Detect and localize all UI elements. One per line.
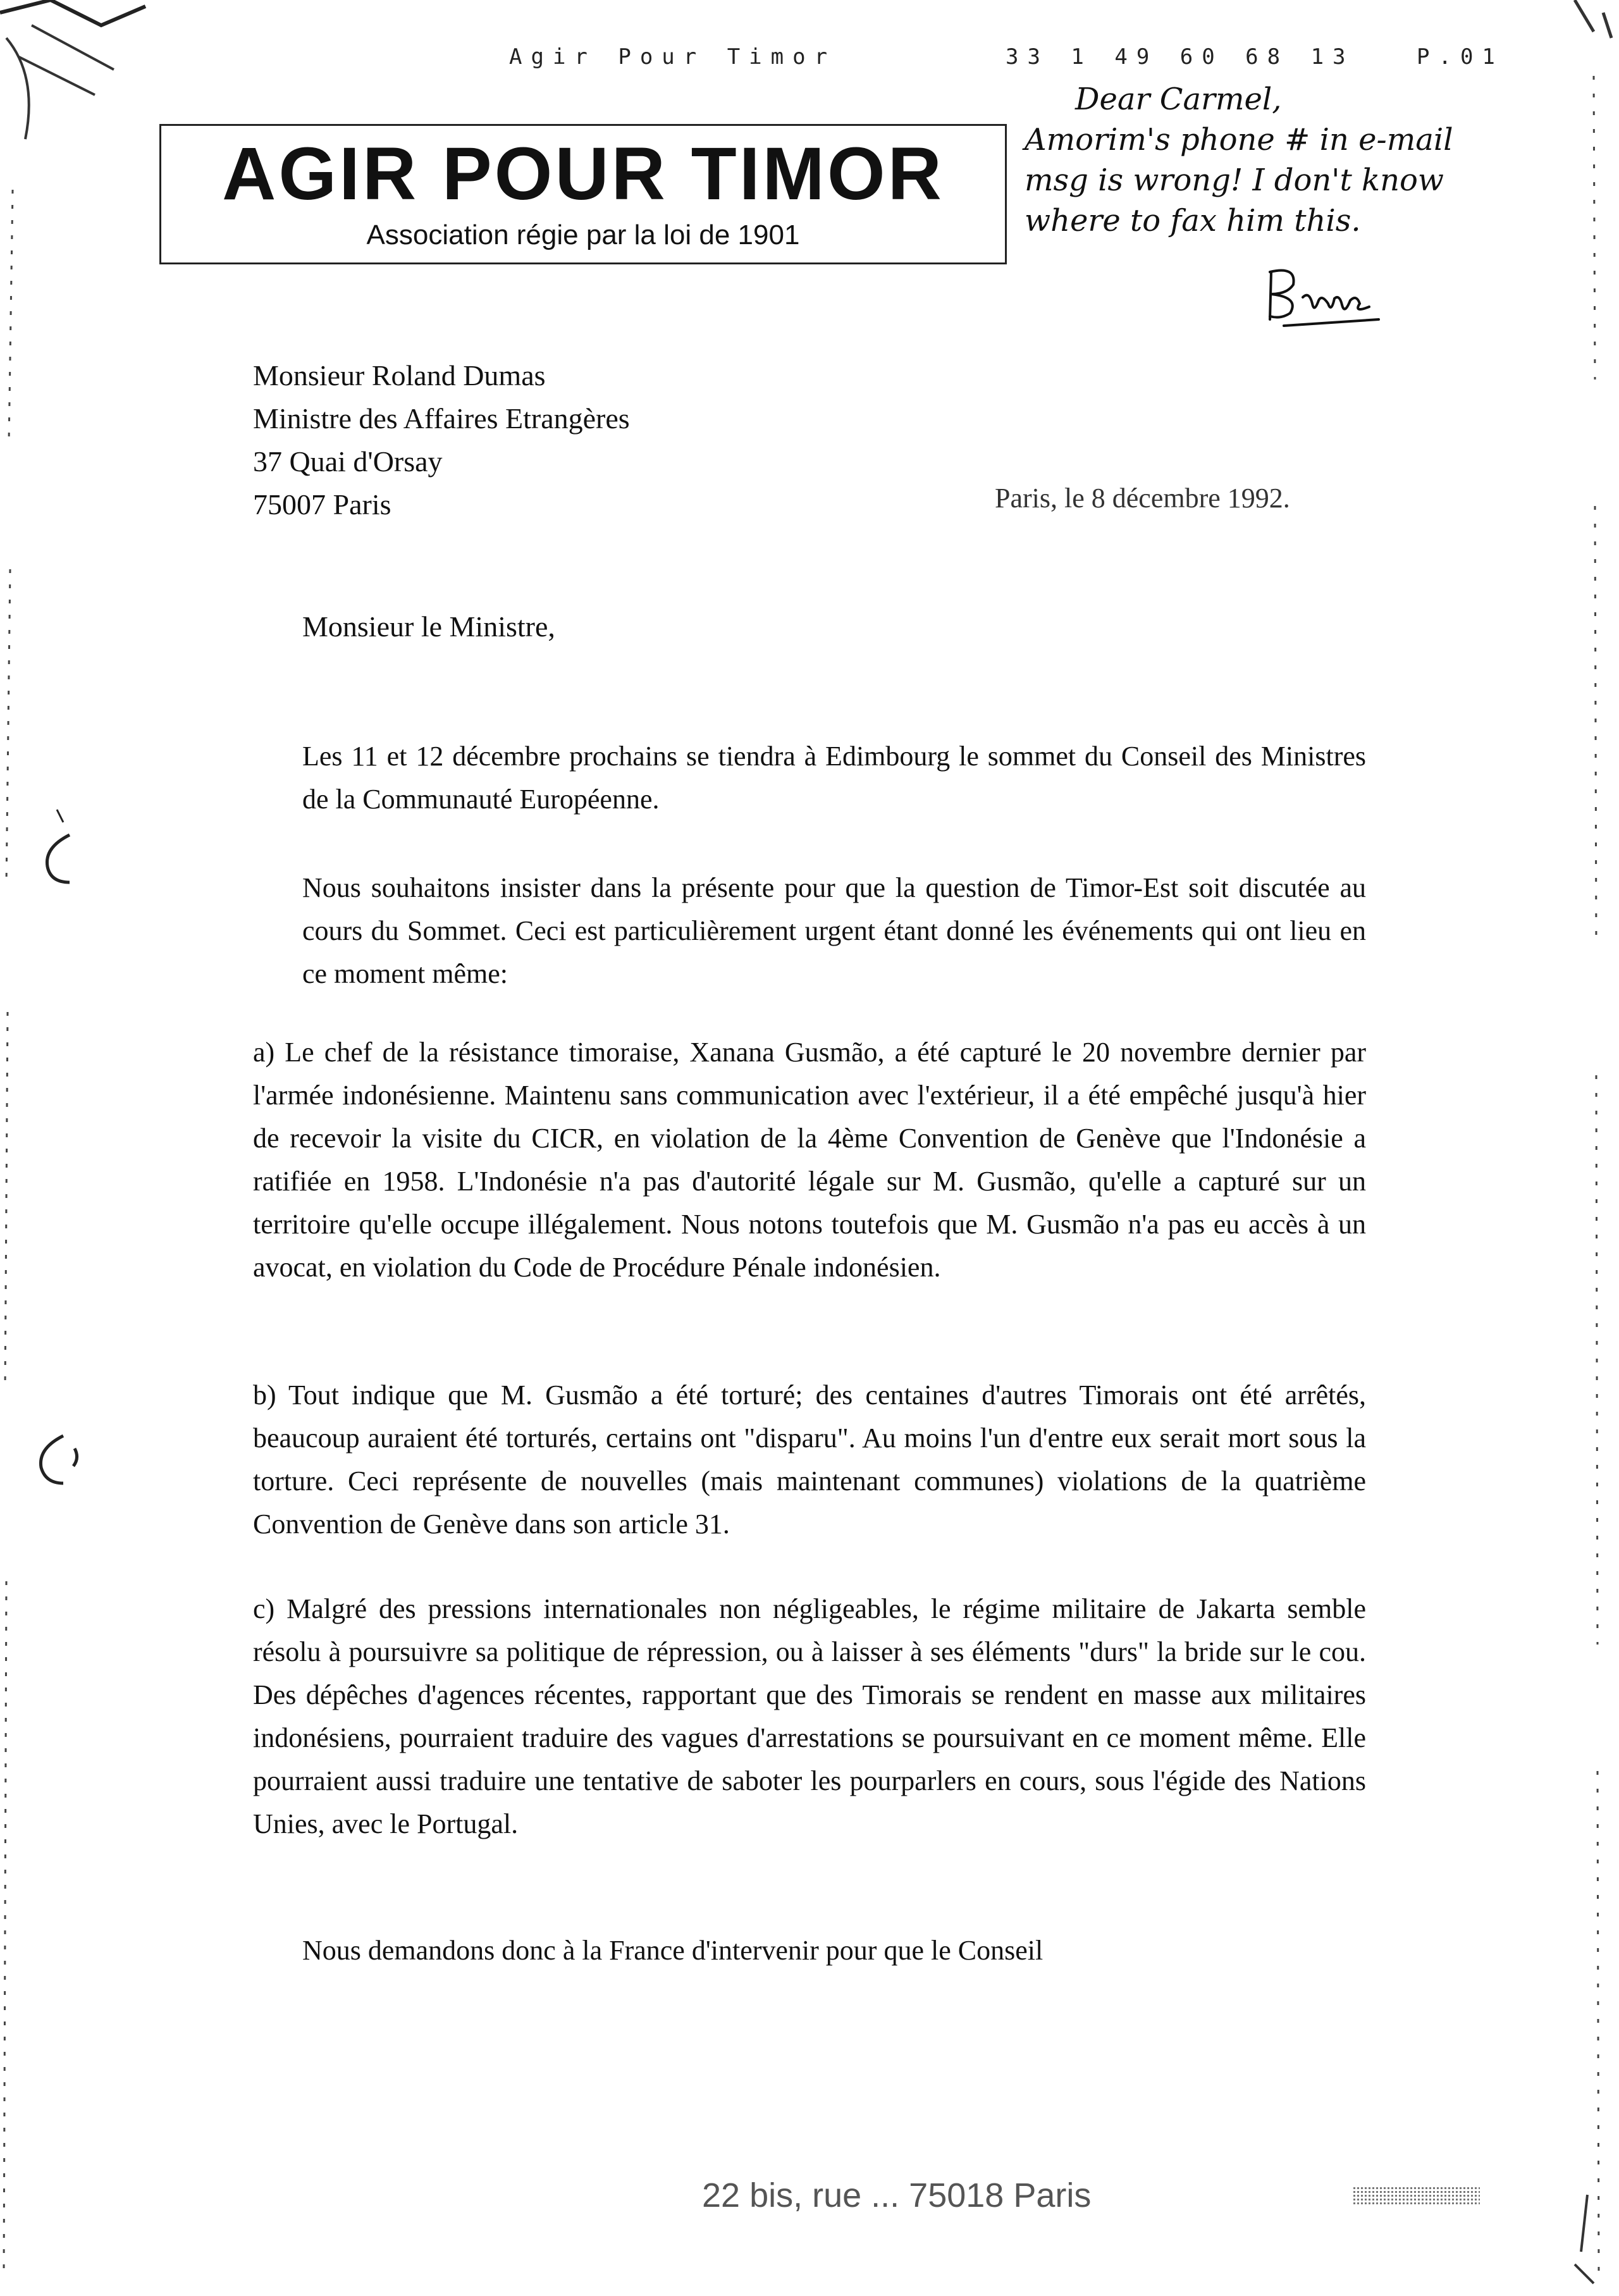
- paragraph-point-c: c) Malgré des pressions internationales non négligeables, le régime militaire de Jakarta semble résolu à poursuivre sa politique de répression, ou à laisser à ses éléments "durs" la bride sur le cou. Des dépêches d'agences récentes, rapportant que des Timorais se rendent en masse aux militaires indonésiens, pourraient traduire des vagues d'arrestations se poursuivant en ce moment même. Elle pourraient aussi traduire une tentative de saboter les pourparlers en cours, sous l'égide des Nations Unies, avec le Portugal.: [253, 1593, 1366, 1839]
- paragraph-point-a: a) Le chef de la résistance timoraise, Xanana Gusmão, a été capturé le 20 novembre dernier par l'armée indonésienne. Maintenu sans communication avec l'extérieur, il a été empêché jusqu'à hier de recevoir la visite du CICR, en violation de la 4ème Convention de Genève que l'Indonésie a ratifiée en 1958. L'Indonésie n'a pas d'autorité légale sur M. Gusmão, qu'elle a capturé sur un territoire qu'elle occupe illégalement. Nous notons toutefois que M. Gusmão n'a pas eu accès à un avocat, en violation du Code de Procédure Pénale indonésien.: [253, 1037, 1366, 1283]
- paragraph-request: [253, 867, 1366, 996]
- paragraph-point-b: b) Tout indique que M. Gusmão a été torturé; des centaines d'autres Timorais ont été arrêtés, beaucoup auraient été torturés, certains ont "disparu". Au moins l'un d'entre eux serait mort sous la torture. Ceci représente de nouvelles (mais maintenant communes) violations de la quatrième Convention de Genève dans son article 31.: [253, 1379, 1366, 1540]
- paragraph-text: Nous demandons donc à la France d'intervenir pour que le Conseil: [302, 1935, 1043, 1966]
- paragraph-text: Nous souhaitons insister dans la présente pour que la question de Timor-Est soit discutée au cours du Sommet. Ceci est particulièrement urgent étant donné les événements qui ont lieu en ce moment même:: [302, 872, 1366, 989]
- handnote-line: where to fax him this.: [1025, 203, 1361, 238]
- fax-header-sender: Agir Pour Timor: [509, 44, 837, 70]
- fax-header-number: 33 1 49 60 68 13: [1006, 44, 1355, 70]
- handnote-line: msg is wrong! I don't know: [1025, 163, 1444, 198]
- letterhead-title: AGIR POUR TIMOR: [222, 132, 944, 216]
- handnote-line: Amorim's phone # in e-mail: [1025, 122, 1453, 157]
- letter-date: Paris, le 8 décembre 1992.: [995, 483, 1290, 514]
- letterhead-subtitle: Association régie par la loi de 1901: [366, 219, 800, 250]
- paragraph-text: Les 11 et 12 décembre prochains se tiendra à Edimbourg le sommet du Conseil des Ministres de la Communauté Européenne.: [302, 741, 1366, 815]
- address-line: 37 Quai d'Orsay: [253, 445, 443, 478]
- address-line: Monsieur Roland Dumas: [253, 359, 546, 392]
- paragraph-intro: [253, 735, 1366, 821]
- handwritten-signature: [1259, 259, 1398, 335]
- handnote-line: Dear Carmel,: [1075, 82, 1282, 117]
- address-line: 75007 Paris: [253, 488, 391, 521]
- letterhead: [159, 124, 1007, 264]
- paragraph-closing: [253, 1929, 1366, 1972]
- address-line: Ministre des Affaires Etrangères: [253, 402, 630, 435]
- fax-noise-mark: [1353, 2183, 1480, 2209]
- handwritten-note: [1025, 79, 1518, 241]
- footer-address: 22 bis, rue ... 75018 Paris: [702, 2176, 1092, 2214]
- recipient-address: [253, 354, 630, 526]
- salutation: Monsieur le Ministre,: [302, 610, 555, 643]
- fax-header-page: P.01: [1417, 44, 1504, 70]
